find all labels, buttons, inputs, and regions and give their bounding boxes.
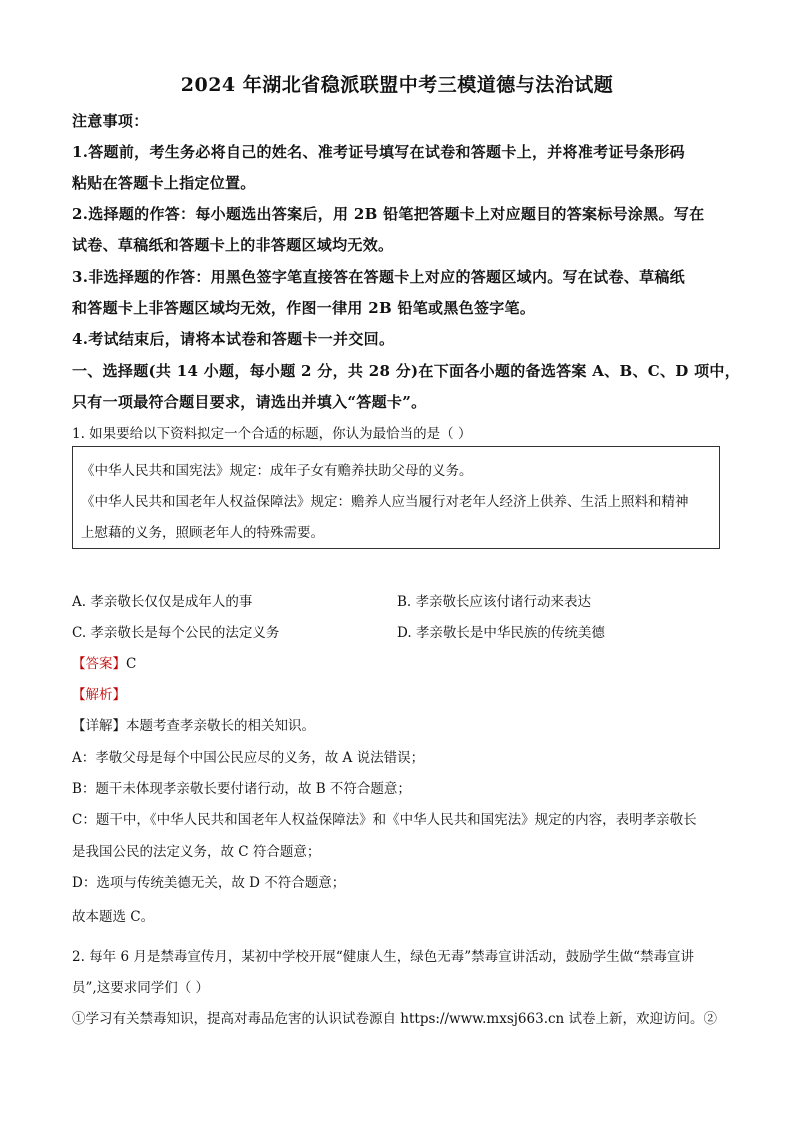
notice-line: 1.答题前，考生务必将自己的姓名、准考证号填写在试卷和答题卡上，并将准考证号条形码 xyxy=(72,143,685,161)
material-line: 《中华人民共和国宪法》规定：成年子女有赡养扶助父母的义务。 xyxy=(81,463,473,479)
conclusion-line: 故本题选 C。 xyxy=(72,909,155,925)
detail-line xyxy=(72,714,732,734)
explanation-line: B：题干未体现孝亲敬长要付诸行动，故 B 不符合题意； xyxy=(72,781,411,797)
question-stem: 1. 如果要给以下资料拟定一个合适的标题，你认为最恰当的是（ ） xyxy=(72,426,472,442)
notice-line: 试卷、草稿纸和答题卡上的非答题区域均无效。 xyxy=(72,236,394,254)
question-item: ①学习有关禁毒知识，提高对毒品危害的认识试卷源自 https://www.mxsj663.cn 试卷上新，欢迎访问。② xyxy=(72,1011,718,1027)
material-line: 《中华人民共和国老年人权益保障法》规定：赡养人应当履行对老年人经济上供养、生活上照料和精神 xyxy=(81,494,689,510)
detail-lead: 本题考查孝亲敬长的相关知识。 xyxy=(126,718,315,734)
question-stem: 员”,这要求同学们（ ） xyxy=(72,980,209,996)
notice-line: 4.考试结束后，请将本试卷和答题卡一并交回。 xyxy=(72,330,395,348)
page-title: 2024 年湖北省稳派联盟中考三模道德与法治试题 xyxy=(180,74,614,96)
section-heading: 只有一项最符合题目要求，请选出并填入“答题卡”。 xyxy=(72,393,427,411)
material-line: 上慰藉的义务，照顾老年人的特殊需要。 xyxy=(81,525,324,541)
material-box xyxy=(72,446,720,549)
option-b: B. 孝亲敬长应该付诸行动来表达 xyxy=(397,594,592,610)
notice-line: 3.非选择题的作答：用黑色签字笔直接答在答题卡上对应的答题区域内。写在试卷、草稿纸 xyxy=(72,268,685,286)
section-heading: 一、选择题(共 14 小题，每小题 2 分，共 28 分)在下面各小题的备选答案 A、B、C、D 项中， xyxy=(72,362,741,380)
analysis-tag: 【解析】 xyxy=(72,687,126,703)
notice-line: 粘贴在答题卡上指定位置。 xyxy=(72,174,256,192)
answer-line xyxy=(72,652,732,672)
question-stem: 2. 每年 6 月是禁毒宣传月，某初中学校开展“健康人生，绿色无毒”禁毒宣讲活动，鼓励学生做“禁毒宣讲 xyxy=(72,949,695,965)
explanation-line: C：题干中，《中华人民共和国老年人权益保障法》和《中华人民共和国宪法》规定的内容，表明孝亲敬长 xyxy=(72,812,697,828)
notice-line: 和答题卡上非答题区域均无效，作图一律用 2B 铅笔或黑色签字笔。 xyxy=(72,299,536,317)
option-c: C. 孝亲敬长是每个公民的法定义务 xyxy=(72,625,280,641)
detail-tag: 【详解】 xyxy=(72,718,126,734)
answer-tag: 【答案】 xyxy=(72,656,126,672)
explanation-line: 是我国公民的法定义务，故 C 符合题意； xyxy=(72,844,321,860)
explanation-line: A：孝敬父母是每个中国公民应尽的义务，故 A 说法错误； xyxy=(72,750,425,766)
option-d: D. 孝亲敬长是中华民族的传统美德 xyxy=(397,625,605,641)
notice-line: 2.选择题的作答：每小题选出答案后，用 2B 铅笔把答题卡上对应题目的答案标号涂黑。写在 xyxy=(72,205,705,223)
notice-heading: 注意事项： xyxy=(72,112,149,130)
answer-value: C xyxy=(126,656,137,672)
option-a: A. 孝亲敬长仅仅是成年人的事 xyxy=(72,594,253,610)
explanation-line: D：选项与传统美德无关，故 D 不符合题意； xyxy=(72,875,346,891)
